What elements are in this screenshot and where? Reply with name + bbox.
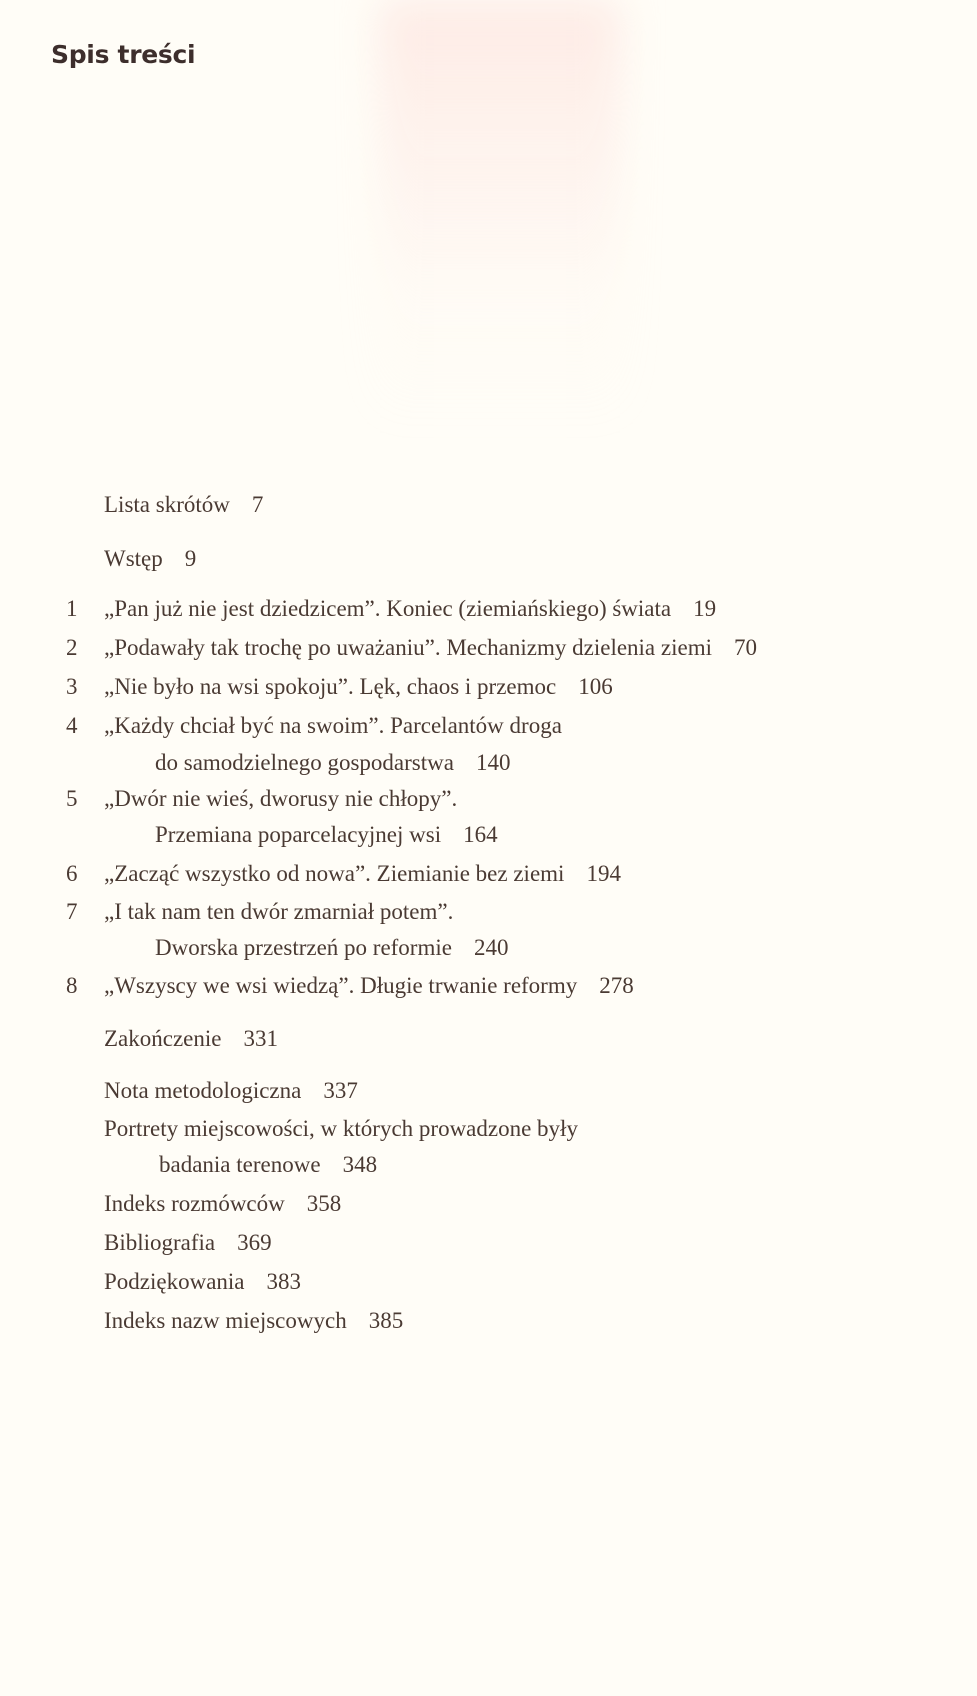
- chapter-number: 4: [66, 713, 78, 738]
- chapter-page: 240: [473, 935, 509, 960]
- chapter-title: „Pan już nie jest dziedzicem”. Koniec (ziemiańskiego) świata: [104, 596, 672, 621]
- chapter-page: 194: [586, 861, 621, 886]
- toc-entry-line: [155, 816, 498, 854]
- toc-entry-line: [159, 1146, 377, 1184]
- chapter-number: 3: [66, 674, 78, 699]
- page-title: Spis treści: [51, 40, 196, 69]
- toc-entry-page: 7: [251, 492, 264, 517]
- toc-entry-line: [104, 668, 613, 706]
- toc-entry-line: [104, 486, 263, 524]
- chapter-page: 140: [475, 750, 511, 775]
- chapter-title: „Nie było na wsi spokoju”. Lęk, chaos i przemoc: [104, 674, 557, 699]
- toc-entry-page: 385: [368, 1308, 404, 1333]
- toc-entry-line: [155, 929, 508, 967]
- toc-entry-page: 383: [266, 1269, 302, 1294]
- chapter-title: „Wszyscy we wsi wiedzą”. Długie trwanie reformy: [104, 973, 578, 998]
- toc-entry-title: Lista skrótów: [104, 492, 230, 517]
- chapter-number: 2: [66, 635, 78, 660]
- toc-entry-line: [104, 1020, 278, 1058]
- toc-entry-page: 348: [342, 1152, 378, 1177]
- toc-entry-page: 369: [237, 1230, 272, 1255]
- toc-entry-line: [104, 1263, 301, 1301]
- toc-entry-page: 331: [243, 1026, 278, 1051]
- toc-entry-title: Zakończenie: [104, 1026, 222, 1051]
- chapter-title: „Podawały tak trochę po uważaniu”. Mechanizmy dzielenia ziemi: [104, 635, 712, 660]
- toc-entry-title: Indeks nazw miejscowych: [104, 1308, 347, 1333]
- toc-entry-title: Portrety miejscowości, w których prowadzone były: [104, 1116, 578, 1141]
- chapter-number: 6: [66, 861, 78, 886]
- toc-entry-line: [104, 893, 453, 931]
- toc-entry-title: Bibliografia: [104, 1230, 216, 1255]
- chapter-page: 164: [463, 822, 498, 847]
- toc-entry-page: 358: [306, 1191, 342, 1216]
- toc-entry-line: [104, 1072, 358, 1110]
- toc-entry-title: Wstęp: [104, 546, 163, 571]
- chapter-title: „Zacząć wszystko od nowa”. Ziemianie bez ziemi: [104, 861, 565, 886]
- toc-entry-line: [155, 744, 510, 782]
- chapter-page: 19: [693, 596, 717, 621]
- chapter-number: 5: [66, 786, 78, 811]
- chapter-number: 7: [66, 899, 78, 924]
- toc-entry-line: [104, 1302, 403, 1340]
- toc-entry-line: [104, 540, 196, 578]
- toc-entry-line: [104, 707, 562, 745]
- toc-entry-page: 337: [323, 1078, 358, 1103]
- chapter-title-cont: Dworska przestrzeń po reformie: [155, 935, 452, 960]
- toc-entry-line: [104, 780, 457, 818]
- chapter-page: 278: [599, 973, 634, 998]
- toc-entry-line: [104, 1110, 578, 1148]
- toc-entry-title: Podziękowania: [104, 1269, 245, 1294]
- toc-entry-line: [104, 1224, 272, 1262]
- chapter-title-cont: Przemiana poparcelacyjnej wsi: [155, 822, 442, 847]
- toc-entry-line: [104, 855, 621, 893]
- toc-entry-title: Indeks rozmówców: [104, 1191, 285, 1216]
- chapter-page: 106: [578, 674, 613, 699]
- toc-entry-line: [104, 590, 716, 628]
- chapter-title: „I tak nam ten dwór zmarniał potem”.: [104, 899, 454, 924]
- chapter-number: 8: [66, 973, 78, 998]
- toc-entry-title-cont: badania terenowe: [159, 1152, 321, 1177]
- toc-entry-line: [104, 1185, 341, 1223]
- toc-entry-line: [104, 967, 634, 1005]
- chapter-title: „Każdy chciał być na swoim”. Parcelantów droga: [104, 713, 562, 738]
- toc-entry-page: 9: [184, 546, 197, 571]
- chapter-title-cont: do samodzielnego gospodarstwa: [155, 750, 454, 775]
- toc-entry-title: Nota metodologiczna: [104, 1078, 302, 1103]
- chapter-title: „Dwór nie wieś, dworusy nie chłopy”.: [104, 786, 458, 811]
- chapter-page: 70: [733, 635, 757, 660]
- toc-entry-line: [104, 629, 757, 667]
- chapter-number: 1: [66, 596, 78, 621]
